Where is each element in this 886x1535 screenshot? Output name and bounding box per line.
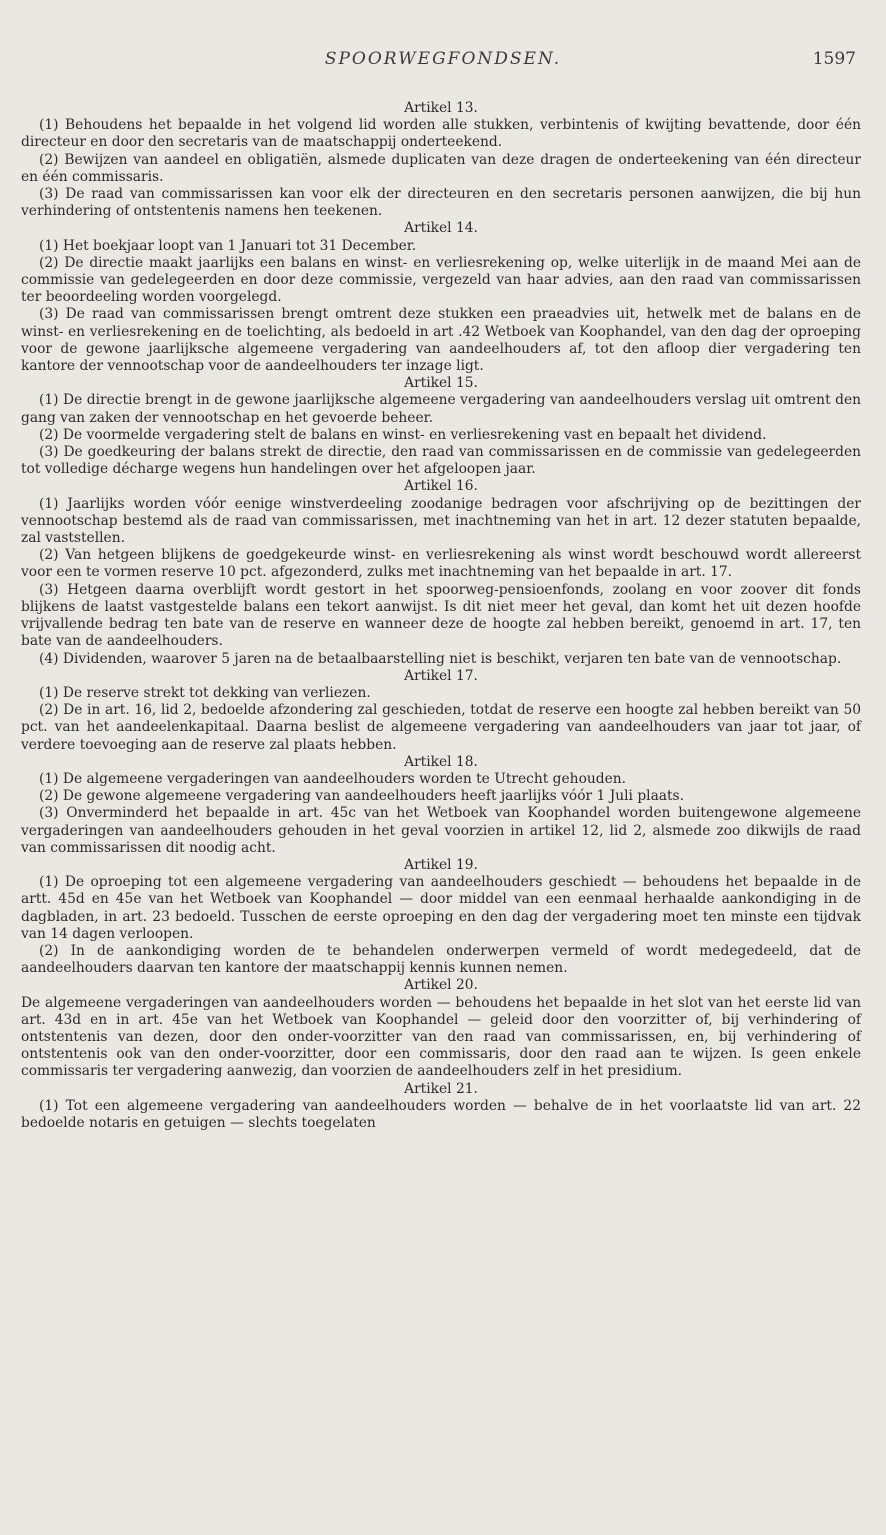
- article-paragraph: (2) De in art. 16, lid 2, bedoelde afzondering zal geschieden, totdat de reserve een hoogte zal hebben bereikt van 50 pct. van het aandeelenkapitaal. Daarna beslist de algemeene vergadering van aandeelhouders van jaar tot jaar, of verdere toevoeging aan de reserve zal plaats hebben.: [21, 702, 861, 753]
- article-paragraph: (1) De oproeping tot een algemeene vergadering van aandeelhouders geschiedt — behoudens het bepaalde in de artt. 45d en 45e van het Wetboek van Koophandel — door middel van een eenmaal herhaalde aankondiging in de dagbladen, in art. 23 bedoeld. Tusschen de eerste oproeping en den dag der vergadering moet ten minste een tijdvak van 14 dagen verloopen.: [21, 874, 861, 942]
- article-paragraph: (3) Onverminderd het bepaalde in art. 45c van het Wetboek van Koophandel worden buitengewone algemeene vergaderingen van aandeelhouders gehouden in het geval voorzien in artikel 12, lid 2, alsmede zoo dikwijls de raad van commissarissen dit noodig acht.: [21, 805, 861, 856]
- article-heading: Artikel 14.: [404, 220, 478, 237]
- article-heading: Artikel 13.: [404, 100, 478, 116]
- article-heading: Artikel 18.: [404, 753, 478, 770]
- article-paragraph: (1) Behoudens het bepaalde in het volgend lid worden alle stukken, verbintenis of kwijting bevattende, door één directeur en door den secretaris van de maatschappij onderteekend.: [21, 117, 861, 151]
- article-paragraph: (2) De directie maakt jaarlijks een balans en winst- en verliesrekening op, welke uiterlijk in de maand Mei aan de commissie van gedelegeerden en door deze commissie, vergezeld van haar advies, aan den raad van commissarissen ter beoordeeling worden voorgelegd.: [21, 254, 861, 306]
- article-paragraph: (4) Dividenden, waarover 5 jaren na de betaalbaarstelling niet is beschikt, verjaren ten bate van de vennootschap.: [39, 650, 842, 667]
- running-title: SPOORWEGFONDSEN.: [324, 49, 562, 69]
- article-paragraph: (1) De reserve strekt tot dekking van verliezen.: [39, 684, 371, 701]
- page-number: 1597: [812, 49, 856, 69]
- article-paragraph: (3) Hetgeen daarna overblijft wordt gestort in het spoorweg-pensioenfonds, zoolang en voor zoover dit fonds blijkens de laatst vastgestelde balans een tekort aanwijst. Is dit niet meer het geval, dan komt het uit dezen hoofde vrijvallende bedrag ten bate van de reserve en wanneer deze de hoogte zal hebben bereikt, genoemd in art. 17, ten bate van de aandeelhouders.: [21, 581, 861, 650]
- article-paragraph: (1) Tot een algemeene vergadering van aandeelhouders worden — behalve de in het voorlaatste lid van art. 22 bedoelde notaris en getuigen — slechts toegelaten: [21, 1097, 861, 1131]
- article-paragraph: (1) De algemeene vergaderingen van aandeelhouders worden te Utrecht gehouden.: [39, 770, 627, 787]
- article-paragraph: (2) De gewone algemeene vergadering van aandeelhouders heeft jaarlijks vóór 1 Juli plaats.: [39, 788, 685, 805]
- article-paragraph: (1) De directie brengt in de gewone jaarlijksche algemeene vergadering van aandeelhouders verslag uit omtrent den gang van zaken der vennootschap en het gevoerde beheer.: [21, 392, 861, 426]
- article-paragraph: De algemeene vergaderingen van aandeelhouders worden — behoudens het bepaalde in het slot van het eerste lid van art. 43d en in art. 45e van het Wetboek van Koophandel — geleid door den voorzitter of, bij verhindering of ontstentenis van dezen, door den onder-voorzitter van den raad van commissarissen, en, bij verhindering of ontstentenis ook van den onder-voorzitter, door een commissaris, door den raad aan te wijzen. Is geen enkele commissaris ter vergadering aanwezig, dan voorzien de aandeelhouders zelf in het presidium.: [21, 994, 861, 1080]
- article-paragraph: (3) De goedkeuring der balans strekt de directie, den raad van commissarissen en de commissie van gedelegeerden tot volledige décharge wegens hun handelingen over het afgeloopen jaar.: [21, 444, 861, 478]
- article-paragraph: (2) Van hetgeen blijkens de goedgekeurde winst- en verliesrekening als winst wordt beschouwd wordt allereerst voor een te vormen reserve 10 pct. afgezonderd, zulks met inachtneming van het bepaalde in art. 17.: [21, 547, 861, 581]
- article-paragraph: (1) Het boekjaar loopt van 1 Januari tot 31 December.: [39, 237, 417, 254]
- article-paragraph: (3) De raad van commissarissen brengt omtrent deze stukken een praeadvies uit, hetwelk met de balans en de winst- en verliesrekening en de toelichting, als bedoeld in art .42 Wetboek van Koophandel, van den dag der oproeping voor de gewone jaarlijksche algemeene vergadering van aandeelhouders af, tot den afloop dier vergadering ten kantore der vennootschap voor de aandeelhouders ter inzage ligt.: [21, 306, 861, 375]
- article-paragraph: (2) In de aankondiging worden de te behandelen onderwerpen vermeld of wordt medegedeeld, dat de aandeelhouders daarvan ten kantore der maatschappij kennis kunnen nemen.: [21, 942, 861, 977]
- article-heading: Artikel 21.: [404, 1080, 478, 1097]
- article-heading: Artikel 17.: [404, 667, 478, 684]
- article-paragraph: (2) Bewijzen van aandeel en obligatiën, alsmede duplicaten van deze dragen de onderteekening van één directeur en één commissaris.: [21, 151, 861, 185]
- article-paragraph: (3) De raad van commissarissen kan voor elk der directeuren en den secretaris personen aanwijzen, die bij hun verhindering of ontstentenis namens hen teekenen.: [21, 186, 861, 220]
- article-heading: Artikel 19.: [404, 856, 478, 873]
- article-heading: Artikel 16.: [404, 478, 478, 495]
- article-paragraph: (1) Jaarlijks worden vóór eenige winstverdeeling zoodanige bedragen voor afschrijving op de bezittingen der vennootschap bestemd als de raad van commissarissen, met inachtneming van het in art. 12 dezer statuten bepaalde, zal vaststellen.: [21, 495, 861, 547]
- article-paragraph: (2) De voormelde vergadering stelt de balans en winst- en verliesrekening vast en bepaalt het dividend.: [39, 426, 767, 443]
- statute-text: [21, 100, 861, 1132]
- article-heading: Artikel 20.: [404, 977, 478, 994]
- article-heading: Artikel 15.: [404, 375, 478, 392]
